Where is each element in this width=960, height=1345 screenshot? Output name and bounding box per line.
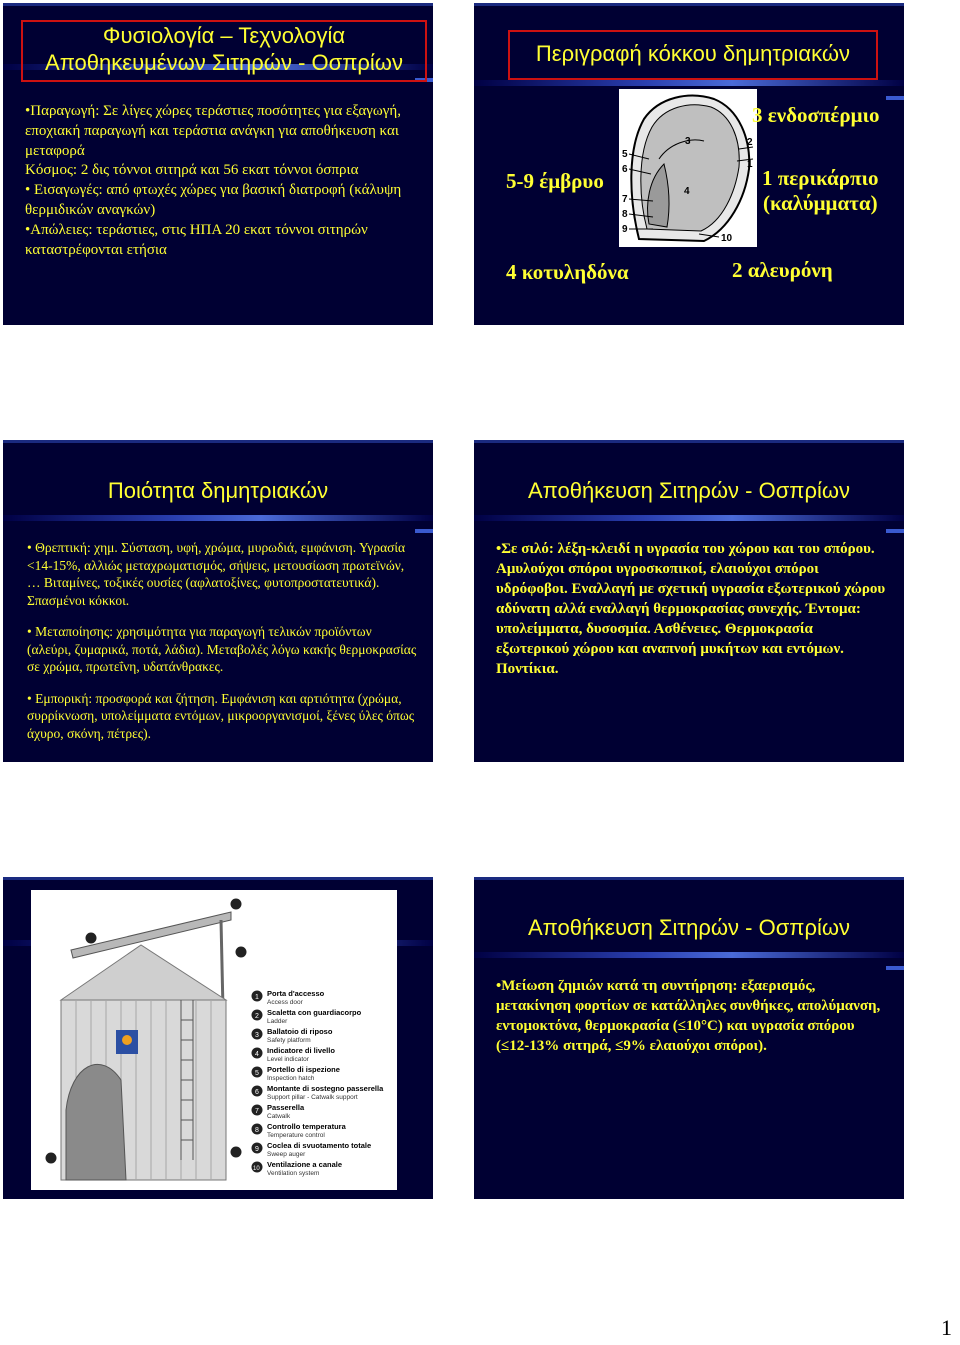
slide-3 <box>3 440 433 762</box>
legend-7-it: Passerella <box>267 1103 305 1112</box>
page-number: 1 <box>941 1315 952 1340</box>
diagram-label-7: 7 <box>622 194 628 205</box>
slide-1 <box>3 3 433 325</box>
legend-6-it: Montante di sostegno passerella <box>267 1084 384 1093</box>
legend-7-num: 7 <box>255 1108 259 1115</box>
slide-3-bullet-commercial: • Εμπορική: προσφορά και ζήτηση. Εμφάνιση και αρτιότητα (χρώμα, συρρίκνωση, υπολείμματα εντόμων, μικροοργανισμοί, ξένες ύλες όπως άχυρο, σκόνη, πέτρες). <box>27 690 415 741</box>
legend-7-en: Catwalk <box>267 1113 291 1120</box>
legend-8-en: Temperature control <box>267 1132 325 1139</box>
legend-8-num: 8 <box>255 1127 259 1134</box>
grain-diagram-svg <box>619 89 757 247</box>
legend-8-it: Controllo temperatura <box>267 1122 346 1131</box>
legend-3-en: Safety platform <box>267 1037 311 1044</box>
slide-1-body <box>25 102 420 260</box>
slide-2-title-text: Περιγραφή κόκκου δημητριακών <box>535 41 851 66</box>
diagram-label-10: 10 <box>721 233 733 244</box>
diagram-label-6: 6 <box>622 164 628 175</box>
slide-3-title: Ποιότητα δημητριακών <box>107 478 329 503</box>
slide-1-bullet-production: •Παραγωγή: Σε λίγες χώρες τεράστιες ποσότητες για εξαγωγή, εποχιακή παραγωγή και τεράστια ανάγκη για αποθήκευση και μεταφορά <box>25 103 401 159</box>
diagram-label-4: 4 <box>684 186 690 197</box>
slide-1-bullet-world: Κόσμος: 2 δις τόννοι σιτηρά και 56 εκατ τόννοι όσπρια <box>25 162 359 179</box>
legend-4-it: Indicatore di livello <box>267 1046 335 1055</box>
slide-4 <box>474 440 904 762</box>
label-cotyledon: 4 κοτυληδόνα <box>506 260 629 284</box>
slide-4-title: Αποθήκευση Σιτηρών - Οσπρίων <box>527 478 851 503</box>
legend-2-it: Scaletta con guardiacorpo <box>267 1008 362 1017</box>
legend-2-num: 2 <box>255 1013 259 1020</box>
diagram-label-5: 5 <box>622 149 628 160</box>
slide-6-body <box>496 976 891 1056</box>
slide-2 <box>474 3 904 325</box>
slide-6 <box>474 877 904 1199</box>
diagram-label-9: 9 <box>622 224 628 235</box>
legend-2-en: Ladder <box>267 1018 288 1025</box>
grain-diagram <box>619 89 757 247</box>
slide-1-bullet-losses: •Απώλειες: τεράστιες, στις ΗΠΑ 20 εκατ τόννοι σιτηρών καταστρέφονται ετήσια <box>25 221 368 258</box>
label-aleurone: 2 αλευρόνη <box>732 258 833 282</box>
diagram-label-1: 1 <box>747 159 753 170</box>
slide-1-title-line1: Φυσιολογία – Τεχνολογία <box>102 23 346 48</box>
legend-4-en: Level indicator <box>267 1056 309 1063</box>
slide-2-title <box>508 30 878 80</box>
slide-3-bullet-processing: • Μεταποίησης: χρησιμότητα για παραγωγή τελικών προϊόντων (αλεύρι, ζυμαρικά, ποτά, λάδια). Μεταβολές λόγω κακής θερμοκρασίας σε χρώμα, πρωτεΐνη, υδατάνθρακες. <box>27 624 417 674</box>
legend-3-num: 3 <box>255 1032 259 1039</box>
slide-1-title-line2: Αποθηκευμένων Σιτηρών - Οσπρίων <box>45 50 403 75</box>
label-pericarp <box>762 166 879 216</box>
slide-5 <box>3 877 433 1199</box>
slide-3-bullet-nutritional: • Θρεπτική: χημ. Σύσταση, υφή, χρώμα, μυρωδιά, εμφάνιση. Υγρασία <14-15%, αλλιώς μεταχρωματισμός, σήψεις, μετουσίωση πρωτεϊνών, … Βιταμίνες, τοξικές ουσίες (αφλατοξίνες, φυτοπροστατευτικά). Σπασμένοι κόκκοι. <box>27 540 406 608</box>
diagram-label-2: 2 <box>747 137 753 148</box>
legend-9-num: 9 <box>255 1146 259 1153</box>
legend-10-num: 10 <box>253 1166 260 1172</box>
diagram-label-3: 3 <box>685 136 691 147</box>
label-endosperm: 3 ενδοσπέρμιο <box>752 103 880 127</box>
silo-drawing <box>31 890 397 1190</box>
slide-6-title: Αποθήκευση Σιτηρών - Οσπρίων <box>527 915 851 940</box>
slide-1-bullet-imports: • Εισαγωγές: από φτωχές χώρες για βασική διατροφή (κάλυψη θερμιδικών αναγκών) <box>25 182 402 218</box>
legend-6-num: 6 <box>255 1089 259 1096</box>
slide-6-bullet-reduction: •Μείωση ζημιών κατά τη συντήρηση: εξαερισμός, μετακίνηση φορτίων σε κατάλληλες συνθήκες, απολύμανση, εντομοκτόνα, θερμοκρασία (≤10°C) και υγρασία σπόρου (≤12-13% σιτηρά, ≤9% ελαιούχοι σπόροι). <box>496 978 881 1054</box>
legend-1-en: Access door <box>267 999 303 1006</box>
silo-legend <box>252 989 385 1177</box>
label-embryo: 5-9 έμβρυο <box>506 169 604 193</box>
legend-4-num: 4 <box>255 1051 259 1058</box>
label-pericarp-line1: 1 περικάρπιο <box>762 166 879 190</box>
legend-5-en: Inspection hatch <box>267 1075 315 1082</box>
slide-3-body <box>27 539 417 742</box>
slide-1-title <box>21 20 427 82</box>
legend-3-it: Ballatoio di riposo <box>267 1027 333 1036</box>
legend-10-en: Ventilation system <box>267 1170 320 1177</box>
slide-4-bullet-silo: •Σε σιλό: λέξη-κλειδί η υγρασία του χώρου και του σπόρου. Αμυλούχοι σπόροι υγροσκοπικοί, ελαιούχοι σπόροι υδρόφοβοι. Εναλλαγή με σχετική υγρασία εξωτερικού χώρου αδύνατη αλλά εναλλαγή θερμοκρασίας συνεχής. Έντομα: υπολείμματα, δυσοσμία. Ασθένειες. Θερμοκρασία εξωτερικού χώρου και αναπνοή μυκήτων και εντόμων. Ποντίκια. <box>496 541 886 677</box>
silo-diagram <box>31 890 397 1190</box>
slide-4-body <box>496 539 888 679</box>
legend-1-it: Porta d'accesso <box>267 989 325 998</box>
legend-10-it: Ventilazione a canale <box>267 1160 343 1169</box>
legend-6-en: Support pillar - Catwalk support <box>267 1094 358 1101</box>
legend-9-it: Coclea di svuotamento totale <box>267 1141 372 1150</box>
diagram-label-8: 8 <box>622 209 628 220</box>
legend-1-num: 1 <box>255 994 259 1001</box>
label-pericarp-line2: (καλύμματα) <box>762 191 878 215</box>
legend-5-num: 5 <box>255 1070 259 1077</box>
legend-5-it: Portello di ispezione <box>267 1065 340 1074</box>
legend-9-en: Sweep auger <box>267 1151 306 1158</box>
